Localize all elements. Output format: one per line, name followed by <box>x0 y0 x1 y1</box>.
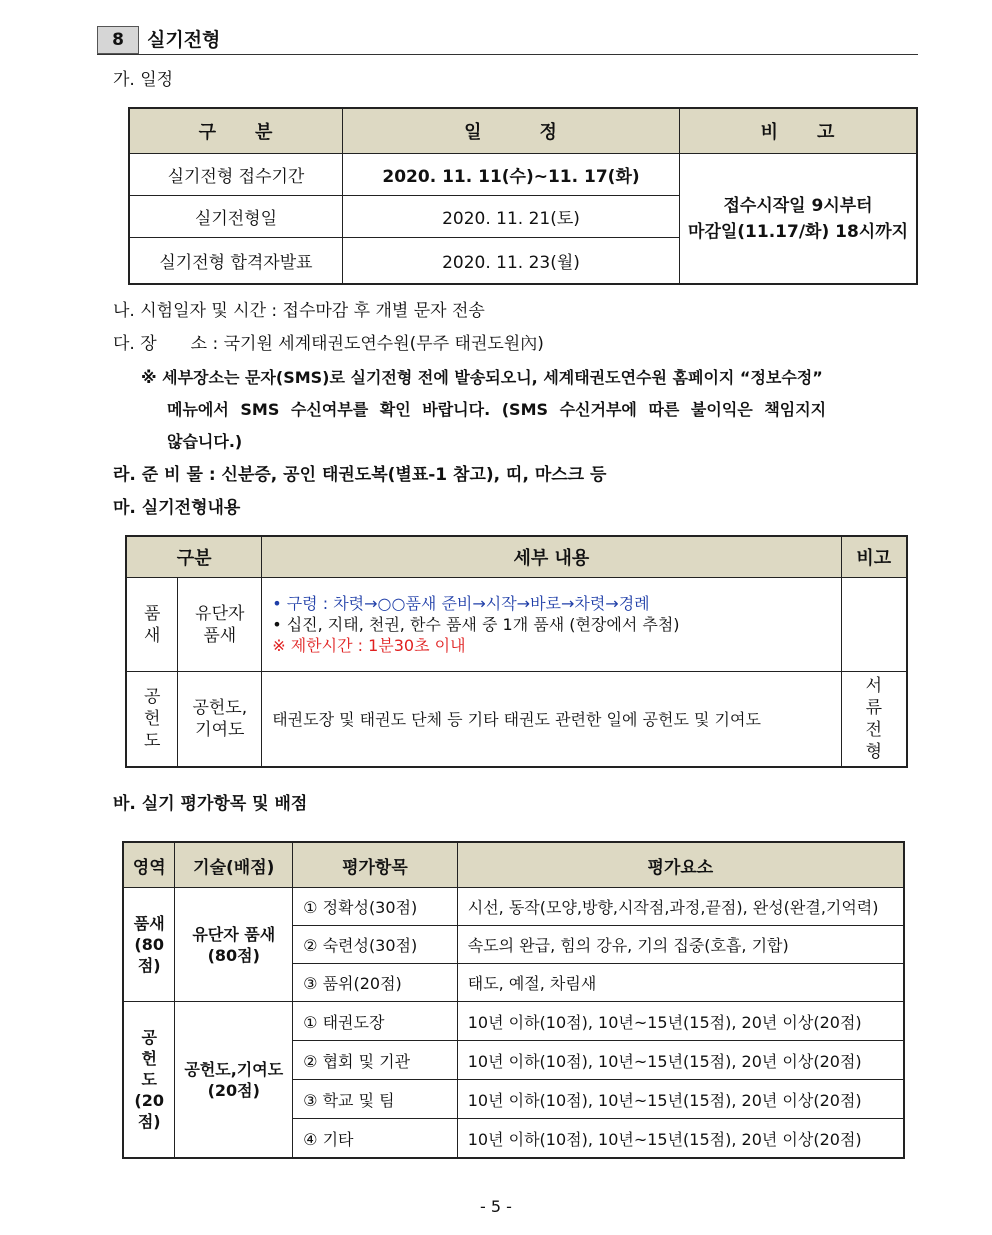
subsection-ga: 가. 일정 <box>113 70 174 90</box>
eval-item: ① 정확성(30점) <box>293 888 458 926</box>
subsection-ba: 바. 실기 평가항목 및 배점 <box>113 794 308 814</box>
section-header <box>97 26 918 55</box>
content-subcat-a: 유단자 <box>195 603 245 624</box>
eval-element: 10년 이하(10점), 10년~15년(15점), 20년 이상(20점) <box>457 1041 904 1080</box>
content-header-note: 비고 <box>841 536 907 578</box>
content-subcat-contribution <box>178 672 262 767</box>
eval-skill-b: (20점) <box>207 1080 260 1100</box>
eval-item: ③ 품위(20점) <box>293 964 458 1002</box>
content-note-empty <box>841 578 907 672</box>
subsection-da: 다. 장 소 : 국기원 세계태권도연수원(무주 태권도원內) <box>113 334 544 354</box>
eval-skill-a: 유단자 품새 <box>192 924 276 944</box>
eval-item: ② 협회 및 기관 <box>293 1041 458 1080</box>
eval-area-contribution <box>123 1002 175 1159</box>
subsection-ma: 마. 실기전형내용 <box>113 498 241 518</box>
content-cat-poomsae-text: 품새 <box>143 603 161 646</box>
content-subcat-poomsae <box>178 578 262 672</box>
content-detail-item1: • 구령 : 차렷→○○품새 준비→시작→바로→차렷→경례 <box>272 594 650 613</box>
notice-line3: 않습니다.) <box>167 432 243 451</box>
schedule-row-label: 실기전형일 <box>129 196 342 238</box>
eval-item: ① 태권도장 <box>293 1002 458 1041</box>
schedule-note-line1: 접수시작일 9시부터 <box>723 195 873 216</box>
eval-area-a: 공헌도 <box>141 1028 157 1089</box>
schedule-row-label: 실기전형 합격자발표 <box>129 238 342 285</box>
eval-item: ② 숙련성(30점) <box>293 926 458 964</box>
eval-header-skill: 기술(배점) <box>175 842 293 888</box>
eval-element: 속도의 완급, 힘의 강유, 기의 집중(호흡, 기합) <box>457 926 904 964</box>
schedule-row-date: 2020. 11. 23(월) <box>342 238 679 285</box>
content-header-detail: 세부 내용 <box>262 536 841 578</box>
eval-skill-poomsae <box>175 888 293 1002</box>
schedule-note-line2: 마감일(11.17/화) 18시까지 <box>688 221 909 242</box>
schedule-row-date: 2020. 11. 11(수)~11. 17(화) <box>342 154 679 196</box>
content-cat-poomsae <box>126 578 178 672</box>
content-subcat-b: 기여도 <box>195 719 245 740</box>
eval-area-b: (20점) <box>134 1091 164 1131</box>
eval-item: ③ 학교 및 팀 <box>293 1080 458 1119</box>
eval-area-poomsae <box>123 888 175 1002</box>
content-cat-contribution <box>126 672 178 767</box>
schedule-table <box>128 107 918 285</box>
eval-element: 10년 이하(10점), 10년~15년(15점), 20년 이상(20점) <box>457 1002 904 1041</box>
content-detail-item2: • 십진, 지태, 천권, 한수 품새 중 1개 품새 (현장에서 추첨) <box>272 615 680 634</box>
notice-line2: 메뉴에서 SMS 수신여부를 확인 바랍니다. (SMS 수신거부에 따른 불이익은 책임지지 <box>167 400 827 419</box>
section-title: 실기전형 <box>147 29 221 51</box>
content-table <box>125 535 908 768</box>
content-subcat-a: 공헌도, <box>192 697 248 718</box>
content-subcat-b: 품새 <box>203 625 237 646</box>
eval-header-element: 평가요소 <box>457 842 904 888</box>
eval-element: 10년 이하(10점), 10년~15년(15점), 20년 이상(20점) <box>457 1080 904 1119</box>
eval-header-area: 영역 <box>123 842 175 888</box>
eval-skill-b: (80점) <box>207 945 260 965</box>
eval-skill-contribution <box>175 1002 293 1159</box>
section-number: 8 <box>97 26 139 54</box>
content-detail-contribution: 태권도장 및 태권도 단체 등 기타 태권도 관련한 일에 공헌도 및 기여도 <box>262 672 841 767</box>
schedule-note <box>680 154 917 285</box>
subsection-ra: 라. 준 비 물 : 신분증, 공인 태권도복(별표-1 참고), 띠, 마스크 등 <box>113 465 607 485</box>
eval-area-a: 품새 <box>133 914 165 933</box>
eval-element: 시선, 동작(모양,방향,시작점,과정,끝점), 완성(완결,기억력) <box>457 888 904 926</box>
content-note-document-text: 서류전형 <box>865 675 883 762</box>
content-cat-contribution-text: 공헌도 <box>143 686 161 751</box>
eval-skill-a: 공헌도,기여도 <box>184 1059 284 1079</box>
content-header-category: 구분 <box>126 536 262 578</box>
eval-element: 10년 이하(10점), 10년~15년(15점), 20년 이상(20점) <box>457 1119 904 1159</box>
schedule-header-note: 비 고 <box>680 108 917 154</box>
page-number: - 5 - <box>480 1197 512 1216</box>
eval-area-b: (80점) <box>134 935 164 975</box>
schedule-row-label: 실기전형 접수기간 <box>129 154 342 196</box>
content-detail-poomsae <box>262 578 841 672</box>
content-detail-item3: ※ 제한시간 : 1분30초 이내 <box>272 636 466 655</box>
eval-element: 태도, 예절, 차림새 <box>457 964 904 1002</box>
eval-header-item: 평가항목 <box>293 842 458 888</box>
schedule-header-category: 구 분 <box>129 108 342 154</box>
eval-item: ④ 기타 <box>293 1119 458 1159</box>
subsection-na: 나. 시험일자 및 시간 : 접수마감 후 개별 문자 전송 <box>113 301 485 321</box>
eval-table <box>122 841 905 1159</box>
notice-line1: ※ 세부장소는 문자(SMS)로 실기전형 전에 발송되오니, 세계태권도연수원 홈페이지 “정보수정” <box>141 368 823 387</box>
schedule-row-date: 2020. 11. 21(토) <box>342 196 679 238</box>
schedule-header-date: 일 정 <box>342 108 679 154</box>
content-note-document <box>841 672 907 767</box>
